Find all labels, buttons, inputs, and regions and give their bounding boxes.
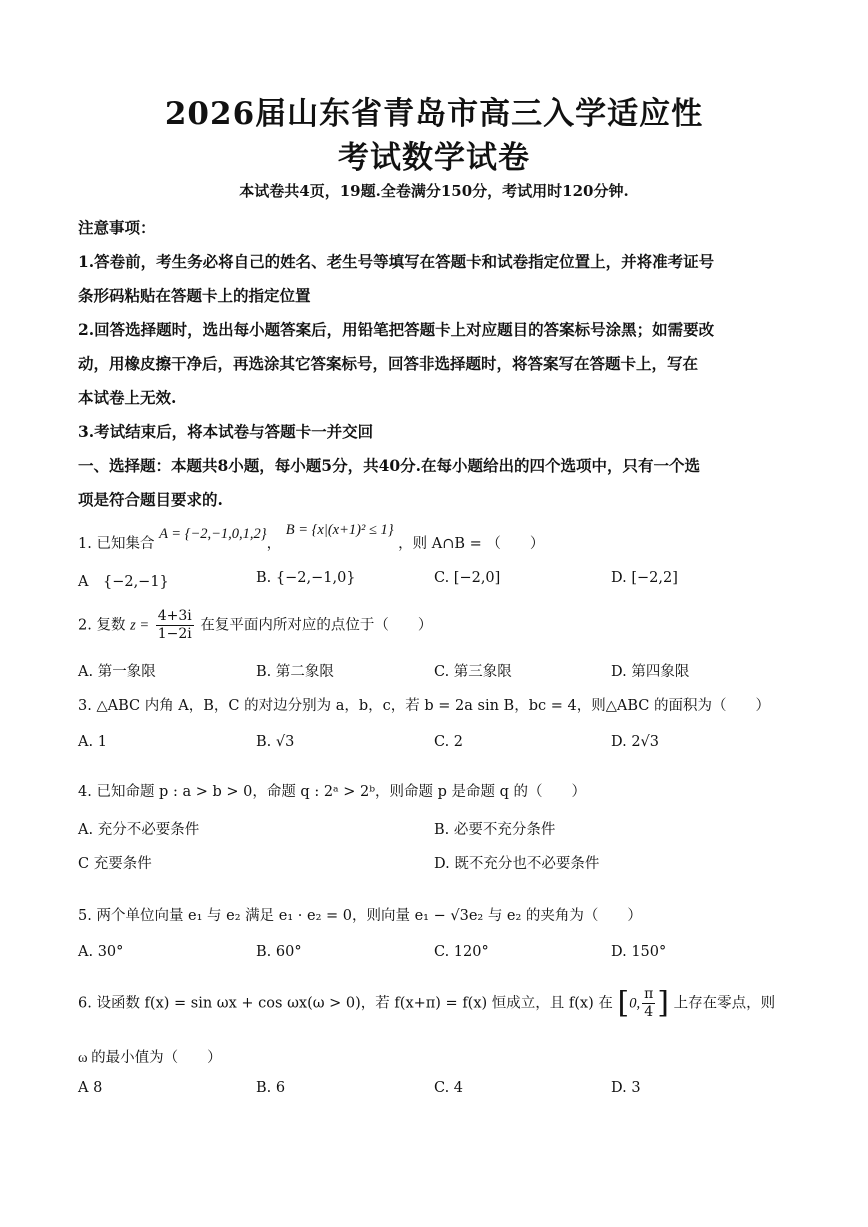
question-6-option-b: B. 6	[256, 1080, 286, 1096]
question-2-stem: 2. 复数 z = $\frac{4+3i}{1-2i}$ 在复平面内所对应的点位于（ ）	[78, 608, 433, 642]
question-1-option-b: B. {−2,−1,0}	[256, 570, 356, 586]
question-4-stem: 4. 已知命题 p : a > b > 0，命题 q : 2ᵃ > 2ᵇ，则命题 p 是命题 q 的（ ）	[78, 784, 587, 800]
question-3-stem: 3. △ABC 内角 A，B，C 的对边分别为 a，b，c，若 b = 2a sin B，bc = 4，则△ABC 的面积为（ ）	[78, 698, 770, 714]
notice-item2-line3: 本试卷上无效.	[78, 388, 177, 407]
exam-title-line2: 考试数学试卷	[338, 140, 530, 176]
question-2-option-c: C. 第三象限	[434, 664, 512, 680]
question-6-option-a: A 8	[78, 1080, 103, 1096]
question-1-option-d: D. [−2,2]	[611, 570, 678, 586]
question-5-option-a: A. 30°	[78, 944, 124, 960]
notice-heading: 注意事项：	[78, 218, 156, 237]
question-1-option-c: C. [−2,0]	[434, 570, 501, 586]
notice-item1-line2: 条形码粘贴在答题卡上的指定位置	[78, 286, 311, 305]
exam-title-line1: 2026届山东省青岛市高三入学适应性	[164, 96, 704, 132]
interval-fraction: $\frac{\pi}{4}$	[644, 986, 654, 1020]
question-6-option-d: D. 3	[611, 1080, 641, 1096]
question-4-option-a: A. 充分不必要条件	[78, 822, 200, 838]
question-5-option-c: C. 120°	[434, 944, 489, 960]
question-2-option-a: A. 第一象限	[78, 664, 156, 680]
notice-item3: 3.考试结束后，将本试卷与答题卡一并交回	[78, 422, 374, 441]
question-4-option-b: B. 必要不充分条件	[434, 822, 556, 838]
set-a-expression: A = {−2,−1,0,1,2}	[159, 526, 267, 542]
notice-item2-line1: 2.回答选择题时，选出每小题答案后，用铅笔把答题卡上对应题目的答案标号涂黑；如需要改	[78, 320, 715, 339]
question-3-option-c: C. 2	[434, 734, 464, 750]
interval-left-bracket: [	[617, 985, 630, 1021]
question-4-option-c: C 充要条件	[78, 856, 152, 872]
complex-fraction: $\frac{4+3i}{1-2i}$	[157, 608, 192, 642]
interval-right-bracket: ]	[657, 985, 669, 1021]
question-5-option-b: B. 60°	[256, 944, 302, 960]
question-4-option-d: D. 既不充分也不必要条件	[434, 856, 600, 872]
question-1-stem: 1. 已知集合 A = {−2,−1,0,1,2}， B = {x|(x+1)² ≤ 1} ，则 A∩B = （ ）	[78, 522, 545, 552]
question-3-option-d: D. 2√3	[611, 734, 660, 750]
question-3-option-a: A. 1	[78, 734, 107, 750]
question-1-option-a: A {−2,−1}	[78, 574, 169, 590]
exam-subtitle: 本试卷共4页，19题.全卷满分150分，考试用时120分钟.	[239, 182, 629, 200]
question-3-option-b: B. √3	[256, 734, 295, 750]
notice-item1-line1: 1.答卷前，考生务必将自己的姓名、老生号等填写在答题卡和试卷指定位置上，并将准考证号	[78, 252, 715, 271]
section1-heading-line1: 一、选择题：本题共8小题，每小题5分，共40分.在每小题给出的四个选项中，只有一个选	[78, 456, 701, 475]
question-5-stem: 5. 两个单位向量 e₁ 与 e₂ 满足 e₁ · e₂ = 0，则向量 e₁ − √3e₂ 与 e₂ 的夹角为（ ）	[78, 908, 642, 924]
question-6-option-c: C. 4	[434, 1080, 464, 1096]
question-5-option-d: D. 150°	[611, 944, 667, 960]
question-2-option-b: B. 第二象限	[256, 664, 334, 680]
question-6-stem-line2: ω 的最小值为（ ）	[78, 1050, 222, 1066]
question-6-stem: 6. 设函数 f(x) = sin ωx + cos ωx(ω > 0)，若 f(x+π) = f(x) 恒成立，且 f(x) 在 [0, $\frac{\pi}{4}$ ] 上存在零点，则	[78, 985, 776, 1021]
question-2-option-d: D. 第四象限	[611, 664, 690, 680]
section1-heading-line2: 项是符合题目要求的.	[78, 490, 223, 509]
set-b-expression: B = {x|(x+1)² ≤ 1}	[285, 522, 394, 538]
notice-item2-line2: 动，用橡皮擦干净后，再选涂其它答案标号，回答非选择题时，将答案写在答题卡上，写在	[78, 354, 699, 373]
